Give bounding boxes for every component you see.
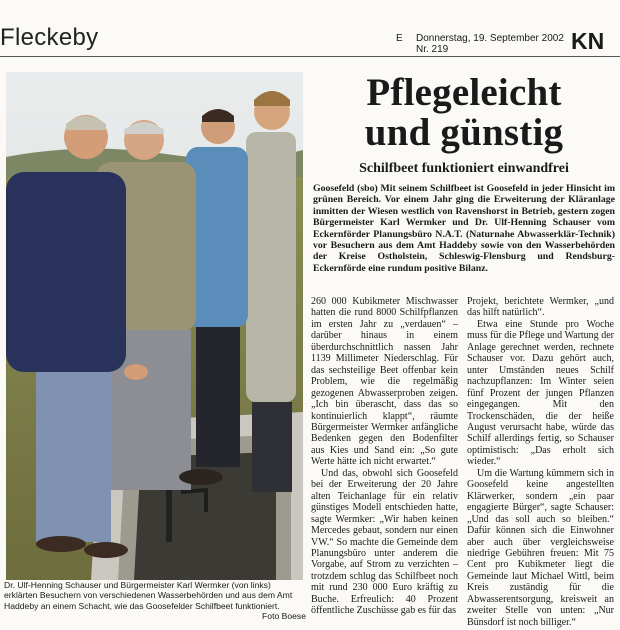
- photo-caption: [4, 580, 306, 622]
- paragraph: Und das, obwohl sich Goosefeld bei der Erweiterung der 20 Jahre alten Teichanlage für ein relativ günstiges Modell entschieden hatte, sagte Wermker: „Wir haben keinen Mercedes gebaut, sondern nur einen VW.“ So machte die Gemeinde dem Planungsbüro unter anderem die Vorgabe, auf Strom zu verzichten – trotzdem schlug das Schilfbeet noch mit rund 230 000 Euro kräftig zu Buche. Erfreulich: 40 Prozent öffentliche Zuschüsse gab es für das: [311, 467, 458, 617]
- header-edition: E: [396, 33, 403, 44]
- newspaper-logo: KN: [571, 28, 605, 54]
- news-photo: [6, 72, 303, 580]
- headline-line-2: und günstig: [364, 111, 564, 154]
- paragraph: Projekt, berichtete Wermker, „und das hilft natürlich“.: [467, 296, 614, 319]
- paragraph: Etwa eine Stunde pro Woche muss für die Pflege und Wartung der Anlage gerechnet werden, rechnete Schauser vor. Dazu gehört auch, unter Umständen neues Schilf nachzupflanzen: Im Winter seien fünf Prozent der jungen Pflanzen eingegangen. Mit den Trockenschäden, die der heiße August verursacht habe, würde das Schilf allerdings fertig, so Schauser optimistisch: „Das erholt sich wieder.“: [467, 318, 614, 468]
- headline: [314, 73, 614, 153]
- caption-text: Dr. Ulf-Henning Schauser und Bürgermeister Karl Wermker (von links) erklärten Besuchern von verschiedenen Wasserbehörden und aus dem Amt Haddeby an einem Schacht, wie das Goosefelder Schilfbeet funktioniert.: [4, 580, 293, 611]
- headline-line-1: Pflegeleicht: [366, 71, 562, 114]
- paragraph: Um die Wartung kümmern sich in Goosefeld keine angestellten Klärwerker, sondern „ein paar engagierte Bürger“, sagte Schauser: „Und das soll auch so bleiben.“ Dafür können sich die Einwohner aber auch über vergleichsweise niedrige Gebühren freuen: Mit 75 Cent pro Kubikmeter liegt die Gemeinde laut Michael Wittl, beim Kreis zuständig für die Abwasserentsorgung, kreisweit an zweiter Stelle von unten: „Nur Bünsdorf ist noch billiger.“: [467, 467, 614, 628]
- lead-paragraph: Goosefeld (sbo) Mit seinem Schilfbeet ist Goosefeld in jeder Hinsicht im grünen Bereich. Vor einem Jahr ging die Erweiterung der Kläranlage inmitten der Wiesen westlich von Ravenshorst in Betrieb, gestern zogen Bürgermeister Karl Wermker und Dr. Ulf-Henning Schauser vom Eckernförder Planungsbüro N.A.T. (Naturnahe Abwasserklär-Technik) vor Besuchern aus dem Amt Haddeby sowie von den Wasserbehörden der Kreise Ostholstein, Schleswig-Flensburg und Rendsburg-Eckernförde eine rundum positive Bilanz.: [313, 183, 615, 274]
- paragraph: 260 000 Kubikmeter Mischwasser hatten die rund 8000 Schilfpflanzen im ersten Jahr zu „verdauen“ – darüber hinaus in einem überdurchschnittlich nassen Jahr 1139 Millimeter Niederschlag. Für das sechsteilige Beet offenbar kein Problem, wie die regelmäßig gezogenen Abwasserproben zeigen. „Ich bin überascht, dass das so kontinuierlich klappt“, räumte Bürgermeister Wermker anfängliche Bedenken gegen den Bodenfilter aus Kies und Sand ein: „So gute Werte hätte ich nicht erwartet.“: [311, 296, 458, 468]
- subheadline: Schilfbeet funktioniert einwandfrei: [359, 161, 569, 176]
- header-date-block: [416, 33, 564, 55]
- header-issue-number: Nr. 219: [416, 44, 449, 55]
- article-column-1: [311, 296, 458, 617]
- photo-credit: Foto Boese: [262, 611, 306, 622]
- header-rule: [0, 56, 620, 57]
- header-city: Fleckeby: [0, 24, 99, 51]
- article-column-2: [467, 296, 614, 628]
- header-date: Donnerstag, 19. September 2002: [416, 33, 564, 44]
